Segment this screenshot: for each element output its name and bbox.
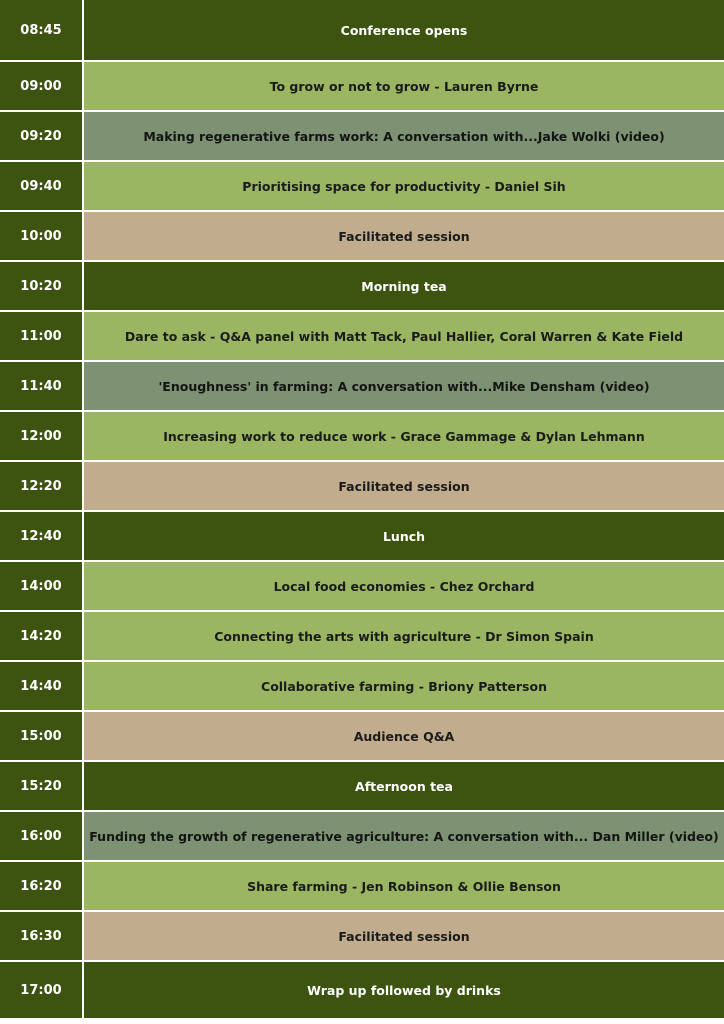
- schedule-row: [0, 862, 724, 910]
- schedule-row: [0, 512, 724, 560]
- schedule-row: [0, 112, 724, 160]
- session-title: Afternoon tea: [84, 762, 724, 810]
- schedule-row: [0, 312, 724, 360]
- session-title: Facilitated session: [84, 462, 724, 510]
- session-time: 10:00: [0, 212, 82, 260]
- session-time: 11:00: [0, 312, 82, 360]
- session-time: 16:00: [0, 812, 82, 860]
- session-time: 11:40: [0, 362, 82, 410]
- session-time: 09:20: [0, 112, 82, 160]
- session-time: 12:40: [0, 512, 82, 560]
- session-time: 10:20: [0, 262, 82, 310]
- schedule-row: [0, 562, 724, 610]
- schedule-row: [0, 462, 724, 510]
- schedule-row: [0, 812, 724, 860]
- session-time: 17:00: [0, 962, 82, 1018]
- schedule-row: [0, 262, 724, 310]
- session-time: 16:20: [0, 862, 82, 910]
- schedule-row: [0, 162, 724, 210]
- session-title: Facilitated session: [84, 212, 724, 260]
- session-time: 14:20: [0, 612, 82, 660]
- session-title: Prioritising space for productivity - Daniel Sih: [84, 162, 724, 210]
- session-time: 09:40: [0, 162, 82, 210]
- session-time: 14:40: [0, 662, 82, 710]
- schedule-row: [0, 912, 724, 960]
- session-time: 15:20: [0, 762, 82, 810]
- schedule-row: [0, 412, 724, 460]
- session-time: 08:45: [0, 0, 82, 60]
- session-title: Funding the growth of regenerative agriculture: A conversation with... Dan Miller (video): [84, 812, 724, 860]
- schedule-row: [0, 712, 724, 760]
- session-time: 14:00: [0, 562, 82, 610]
- session-title: 'Enoughness' in farming: A conversation with...Mike Densham (video): [84, 362, 724, 410]
- session-time: 09:00: [0, 62, 82, 110]
- session-title: Audience Q&A: [84, 712, 724, 760]
- schedule-row: [0, 612, 724, 660]
- schedule-row: [0, 362, 724, 410]
- session-title: Morning tea: [84, 262, 724, 310]
- session-title: Facilitated session: [84, 912, 724, 960]
- session-title: Connecting the arts with agriculture - Dr Simon Spain: [84, 612, 724, 660]
- schedule-row: [0, 762, 724, 810]
- session-title: Lunch: [84, 512, 724, 560]
- session-title: Share farming - Jen Robinson & Ollie Benson: [84, 862, 724, 910]
- schedule-row: [0, 662, 724, 710]
- schedule-row: [0, 212, 724, 260]
- schedule-row: [0, 62, 724, 110]
- session-title: Increasing work to reduce work - Grace Gammage & Dylan Lehmann: [84, 412, 724, 460]
- session-title: Making regenerative farms work: A conversation with...Jake Wolki (video): [84, 112, 724, 160]
- session-time: 16:30: [0, 912, 82, 960]
- session-time: 15:00: [0, 712, 82, 760]
- session-title: To grow or not to grow - Lauren Byrne: [84, 62, 724, 110]
- schedule-row: [0, 0, 724, 60]
- session-title: Wrap up followed by drinks: [84, 962, 724, 1018]
- session-title: Conference opens: [84, 0, 724, 60]
- session-title: Collaborative farming - Briony Patterson: [84, 662, 724, 710]
- schedule-row: [0, 962, 724, 1018]
- session-title: Dare to ask - Q&A panel with Matt Tack, Paul Hallier, Coral Warren & Kate Field: [84, 312, 724, 360]
- session-title: Local food economies - Chez Orchard: [84, 562, 724, 610]
- session-time: 12:20: [0, 462, 82, 510]
- session-time: 12:00: [0, 412, 82, 460]
